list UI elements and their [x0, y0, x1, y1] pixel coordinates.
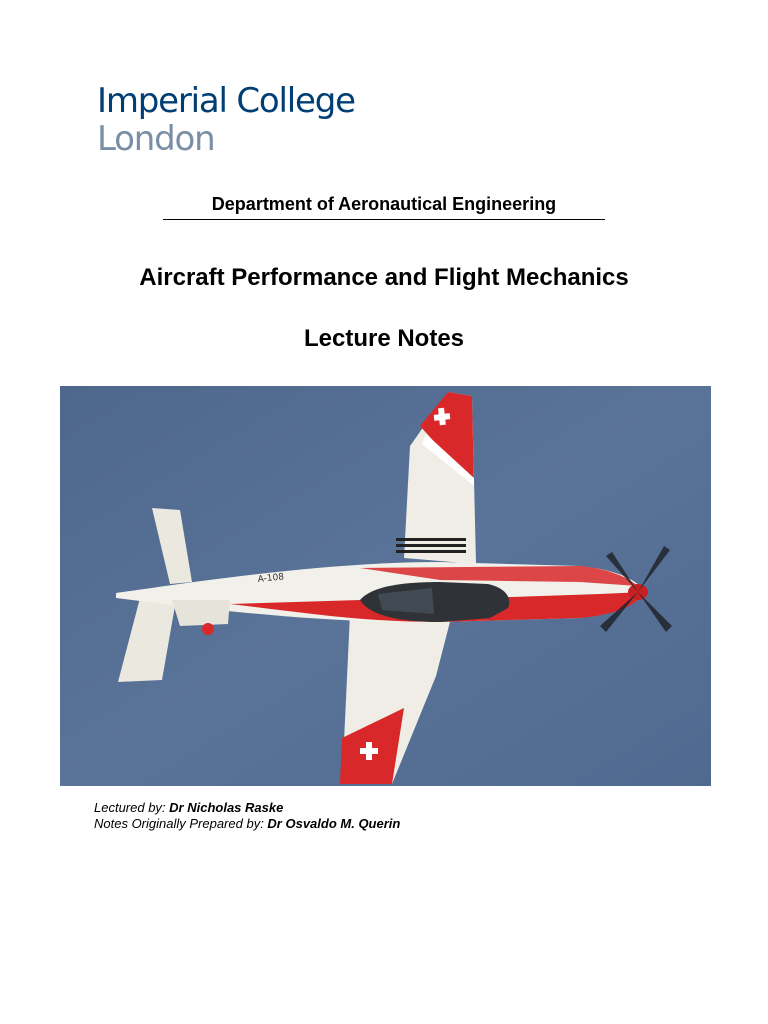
- logo-line-1: Imperial College: [97, 81, 355, 121]
- wing-stripes: [396, 538, 466, 553]
- logo-line-2: London: [97, 119, 215, 159]
- credits: [94, 800, 400, 832]
- prepared-by-label: Notes Originally Prepared by:: [94, 816, 268, 831]
- lecturer-line: [94, 800, 400, 816]
- aircraft-illustration: [60, 386, 711, 786]
- preparer-name: Dr Osvaldo M. Querin: [267, 816, 401, 831]
- imperial-college-logo: [97, 81, 355, 159]
- lecturer-name: Dr Nicholas Raske: [169, 800, 284, 815]
- document-subtitle: Lecture Notes: [303, 325, 465, 352]
- document-title: Aircraft Performance and Flight Mechanics: [139, 264, 629, 291]
- registration-mark: A-108: [257, 572, 285, 585]
- lectured-by-label: Lectured by:: [94, 800, 170, 815]
- preparer-line: [94, 816, 400, 832]
- aircraft-photo: [60, 386, 711, 786]
- department-heading: Department of Aeronautical Engineering: [163, 194, 605, 220]
